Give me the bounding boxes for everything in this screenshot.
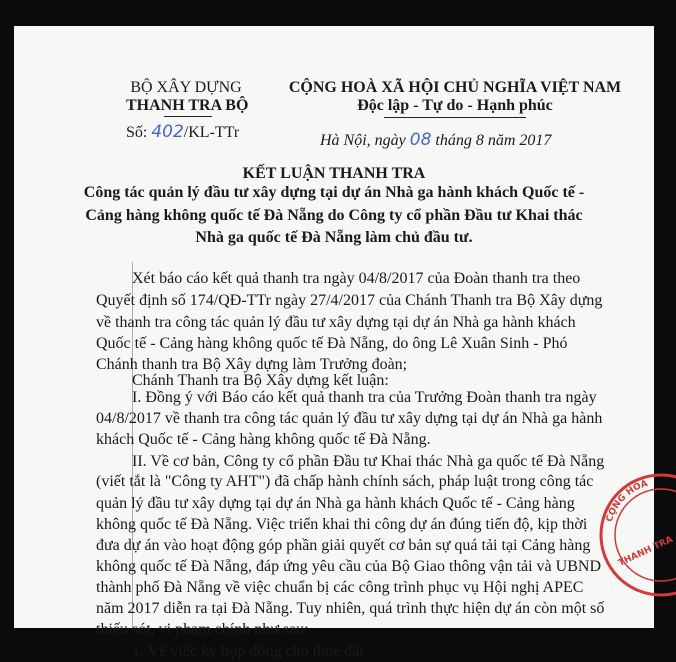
body-line: thiếu sót, vi phạm chính như sau: <box>96 621 309 638</box>
doc-no-handwritten: 402 <box>151 122 184 142</box>
body-line: Quyết định số 174/QĐ-TTr ngày 27/4/2017 của Chánh Thanh tra Bộ Xây dựng <box>96 292 603 309</box>
body-line: 04/8/2017 về thanh tra công tác quản lý đầu tư xây dựng tại dự án Nhà ga hành <box>96 410 603 427</box>
header-underline-right <box>384 117 526 118</box>
body-line: quản lý đầu tư xây dựng tại dự án Nhà ga hành khách Quốc tế - Cảng hàng <box>96 495 575 512</box>
document-date <box>320 130 551 151</box>
official-seal-icon <box>596 470 676 600</box>
document-number <box>126 122 239 143</box>
body-line: không quốc tế Đà Nẵng. Việc triển khai thi công dự án đúng tiến độ, kịp thời <box>96 516 588 533</box>
header-underline-left <box>164 116 212 117</box>
doc-no-prefix: Số: <box>126 124 152 141</box>
seal-text-top: CỘNG HOÀ <box>604 478 650 524</box>
body-line-cut: 1. Về việc ký hợp đồng cho thuê đất <box>132 643 364 660</box>
body-line: I. Đồng ý với Báo cáo kết quả thanh tra của Trưởng Đoàn thanh tra ngày <box>132 389 597 406</box>
date-suffix: tháng 8 năm 2017 <box>431 132 552 149</box>
ministry-name: BỘ XÂY DỰNG <box>130 79 242 96</box>
body-line: không quốc tế Đà Nẵng, đáp ứng yêu cầu của Bộ Giao thông vận tải và UBND <box>96 558 601 575</box>
motto: Độc lập - Tự do - Hạnh phúc <box>357 97 553 114</box>
date-day-handwritten: 08 <box>409 130 432 150</box>
subtitle-line-2: Cảng hàng không quốc tế Đà Nẵng do Công ty cổ phần Đầu tư Khai thác <box>85 207 583 224</box>
doc-no-suffix: /KL-TTr <box>183 124 240 141</box>
body-line: về thanh tra công tác quản lý đầu tư xây dựng tại dự án Nhà ga hành khách <box>96 314 576 331</box>
department-name: THANH TRA BỘ <box>126 97 249 114</box>
seal-text-right: THANH TRA <box>617 534 675 569</box>
body-line: năm 2017 diễn ra tại Đà Nẵng. Tuy nhiên, quá trình thực hiện dự án còn một số <box>96 600 605 617</box>
body-line: Xét báo cáo kết quả thanh tra ngày 04/8/2017 của Đoàn thanh tra theo <box>132 270 581 287</box>
body-line: Chánh Thanh tra Bộ Xây dựng kết luận: <box>132 372 389 389</box>
body-line: Chánh thanh tra Bộ Xây dựng làm Trưởng đoàn; <box>96 356 408 373</box>
body-line: khách Quốc tế - Cảng hàng không quốc tế Đà Nẵng. <box>96 431 431 448</box>
subtitle-line-3: Nhà ga quốc tế Đà Nẵng làm chủ đầu tư. <box>195 229 473 246</box>
body-line: Quốc tế - Cảng hàng không quốc tế Đà Nẵng, do ông Lê Xuân Sinh - Phó <box>96 335 568 352</box>
document-title: KẾT LUẬN THANH TRA <box>242 165 426 182</box>
body-line: thành phố Đà Nẵng về việc chuẩn bị các công trình phục vụ Hội nghị APEC <box>96 579 584 596</box>
date-prefix: Hà Nội, ngày <box>320 132 410 149</box>
body-line: II. Về cơ bản, Công ty cổ phần Đầu tư Khai thác Nhà ga quốc tế Đà Nẵng <box>132 453 605 470</box>
country-name: CỘNG HOÀ XÃ HỘI CHỦ NGHĨA VIỆT NAM <box>288 79 622 96</box>
subtitle-line-1: Công tác quản lý đầu tư xây dựng tại dự án Nhà ga hành khách Quốc tế - <box>83 184 585 201</box>
document-page <box>14 26 675 660</box>
body-line: đưa dự án vào hoạt động góp phần giải quyết cơ bản sự quá tải tại Cảng hàng <box>96 537 591 554</box>
body-line: (viết tắt là "Công ty AHT") đã chấp hành chính sách, pháp luật trong công tác <box>96 473 594 490</box>
